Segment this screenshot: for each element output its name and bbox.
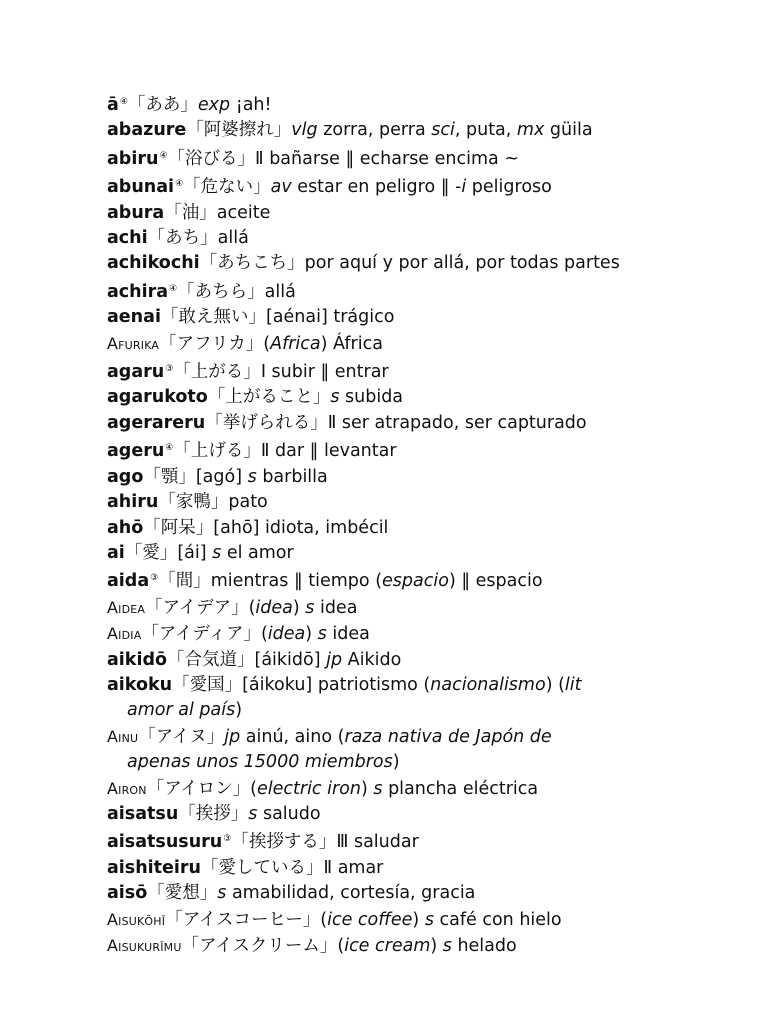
entry-definition: peligroso — [466, 177, 552, 198]
entry-label: idea — [255, 597, 293, 618]
entry-label: s — [373, 778, 383, 799]
dictionary-entry — [107, 541, 667, 566]
entry-label: raza nativa de Japón de — [344, 726, 552, 747]
entry-definition: el amor — [221, 542, 294, 563]
entry-definition: allá — [264, 281, 296, 302]
entry-definition: , puta, — [454, 120, 517, 141]
entry-headword: aisō — [107, 883, 148, 904]
entry-definition: [áikidō] — [254, 649, 327, 670]
entry-frequency-mark: ④ — [165, 443, 174, 454]
entry-definition: ) — [292, 597, 306, 618]
dictionary-entry — [107, 802, 667, 827]
dictionary-entry — [107, 776, 667, 802]
entry-headword: ageru — [107, 441, 165, 462]
entry-definition: Ⅱ dar ‖ levantar — [260, 441, 397, 462]
entry-definition: ( — [337, 936, 345, 956]
entry-label: lit — [564, 674, 582, 695]
entry-japanese: 「油」 — [164, 202, 217, 223]
entry-definition: barbilla — [256, 466, 328, 487]
entry-headword: achi — [107, 228, 148, 249]
entry-label: sci — [431, 120, 455, 141]
entry-definition: Ⅲ saludar — [336, 832, 419, 853]
entry-headword: achira — [107, 281, 169, 302]
entry-label: ice coffee — [327, 909, 413, 930]
entry-frequency-mark: ③ — [150, 573, 159, 584]
entry-frequency-mark: ③ — [223, 834, 232, 845]
entry-definition: ) África — [320, 333, 383, 354]
entry-label: idea — [267, 624, 306, 645]
entry-japanese: 「アイロン」 — [146, 778, 251, 799]
dictionary-entry — [107, 436, 667, 464]
entry-definition: Ⅰ subir ‖ entrar — [260, 362, 389, 383]
entry-label: s — [442, 936, 452, 956]
dictionary-entry — [107, 144, 667, 172]
entry-definition: ) ‖ espacio — [448, 571, 543, 592]
dictionary-entry — [107, 251, 667, 276]
entry-japanese: 「家鴨」 — [158, 492, 229, 513]
dictionary-entry — [107, 305, 667, 330]
entry-definition: aceite — [216, 202, 271, 223]
entry-headword: abura — [107, 202, 165, 223]
entry-definition: ainú, aino ( — [240, 726, 345, 747]
entry-headword: ai — [107, 542, 125, 563]
entry-headword: Airon — [107, 778, 147, 798]
entry-definition: ) — [360, 778, 374, 799]
entry-headword: Afurika — [107, 333, 160, 353]
entry-label: s — [217, 883, 227, 904]
entry-label: Africa — [270, 333, 321, 354]
entry-headword: aishiteiru — [107, 857, 202, 878]
entry-japanese: 「あちら」 — [177, 281, 265, 302]
dictionary-entry — [107, 490, 667, 515]
entry-continuation — [107, 750, 667, 775]
entry-japanese: 「愛国」 — [172, 674, 243, 695]
dictionary-entry — [107, 357, 667, 385]
entry-definition: estar en peligro ‖ — [291, 177, 456, 198]
entry-headword: aisatsusuru — [107, 832, 223, 853]
dictionary-entry — [107, 465, 667, 490]
entry-headword: Ainu — [107, 726, 139, 746]
entry-label: nacionalismo — [430, 674, 546, 695]
entry-headword: aikoku — [107, 674, 173, 695]
dictionary-entry — [107, 724, 667, 776]
entry-label: amor al país — [127, 700, 236, 721]
entry-label: s — [212, 542, 222, 563]
entry-definition: ) — [305, 624, 318, 645]
entry-japanese: 「上がること」 — [207, 387, 331, 408]
entry-japanese: 「ああ」 — [127, 95, 198, 115]
entry-definition: ) — [430, 936, 443, 956]
entry-definition: zorra, perra — [317, 120, 432, 141]
entry-japanese: 「アイスクリーム」 — [181, 936, 338, 956]
entry-japanese: 「アイヌ」 — [138, 726, 225, 747]
entry-japanese: 「挨拶する」 — [231, 832, 337, 853]
entry-definition: [agó] — [195, 466, 248, 487]
entry-japanese: 「あち」 — [147, 228, 218, 249]
entry-label: apenas unos 15000 miembros — [127, 752, 393, 773]
entry-headword: Aidia — [107, 624, 142, 644]
entry-headword: abazure — [107, 120, 187, 141]
entry-label: jp — [224, 726, 241, 747]
entry-japanese: 「アイディア」 — [141, 624, 261, 645]
entry-japanese: 「顎」 — [143, 466, 196, 487]
entry-definition: ( — [248, 597, 256, 618]
entry-japanese: 「愛している」 — [201, 857, 324, 878]
entry-japanese: 「阿呆」 — [143, 517, 214, 538]
entry-label: s — [247, 466, 257, 487]
entry-frequency-mark: ③ — [165, 364, 174, 375]
dictionary-entry — [107, 172, 667, 200]
entry-label: s — [330, 387, 340, 408]
entry-continuation — [107, 698, 667, 723]
entry-label: mx — [516, 120, 545, 141]
entry-label: vlg — [291, 120, 318, 141]
entry-headword: aikidō — [107, 649, 167, 670]
dictionary-entry — [107, 411, 667, 436]
entry-japanese: 「危ない」 — [183, 177, 271, 198]
entry-definition: ) — [392, 752, 400, 773]
entry-japanese: 「あちこち」 — [199, 253, 305, 274]
entry-japanese: 「アイスコーヒー」 — [165, 909, 321, 930]
entry-definition: ¡ah! — [230, 95, 272, 115]
dictionary-entry — [107, 933, 667, 959]
entry-label: s — [317, 624, 327, 645]
dictionary-entry — [107, 648, 667, 673]
entry-frequency-mark: ④ — [169, 283, 178, 294]
entry-definition: Ⅱ amar — [323, 857, 384, 878]
dictionary-entry — [107, 201, 667, 226]
entry-japanese: 「浴びる」 — [167, 148, 256, 169]
entry-headword: aenai — [107, 307, 161, 328]
entry-definition: pato — [228, 492, 268, 513]
entry-japanese: 「合気道」 — [167, 649, 255, 670]
dictionary-entry — [107, 277, 667, 305]
entry-definition: helado — [451, 936, 517, 956]
entry-definition: ( — [320, 909, 328, 930]
entry-frequency-mark: ④ — [175, 179, 184, 190]
entry-label: exp — [197, 95, 231, 115]
entry-definition: Ⅱ ser atrapado, ser capturado — [327, 412, 587, 433]
entry-label: jp — [326, 649, 343, 670]
entry-headword: aisatsu — [107, 803, 179, 824]
entry-headword: ahiru — [107, 492, 159, 513]
entry-definition: ( — [250, 778, 257, 799]
dictionary-entry — [107, 673, 667, 724]
entry-list — [107, 90, 667, 959]
dictionary-entry — [107, 331, 667, 357]
entry-definition: ) — [235, 700, 243, 721]
entry-label: ice cream — [344, 936, 431, 956]
entry-headword: aida — [107, 571, 150, 592]
entry-label: electric iron — [257, 778, 361, 799]
entry-definition: café con hielo — [433, 909, 562, 930]
entry-headword: ahō — [107, 517, 144, 538]
entry-label: av — [270, 177, 292, 198]
dictionary-entry — [107, 907, 667, 933]
entry-definition: ( — [263, 333, 271, 354]
dictionary-entry — [107, 385, 667, 410]
entry-definition: [áikoku] patriotismo ( — [242, 674, 431, 695]
entry-definition: [ái] — [177, 542, 213, 563]
entry-definition: Aikido — [342, 649, 402, 670]
entry-japanese: 「愛想」 — [147, 883, 218, 904]
dictionary-entry — [107, 90, 667, 118]
entry-definition: Ⅱ bañarse ‖ echarse encima ~ — [255, 148, 519, 169]
entry-label: s — [248, 803, 258, 824]
entry-headword: Aisukurīmu — [107, 936, 182, 955]
dictionary-entry — [107, 595, 667, 621]
entry-frequency-mark: ④ — [159, 150, 168, 161]
entry-headword: Aisukōhī — [107, 909, 166, 929]
entry-definition: idea — [326, 624, 370, 645]
entry-definition: [ahō] idiota, imbécil — [213, 517, 389, 538]
dictionary-entry — [107, 881, 667, 906]
entry-definition: allá — [217, 228, 249, 249]
entry-definition: plancha eléctrica — [382, 778, 539, 799]
entry-japanese: 「愛」 — [124, 542, 178, 563]
entry-definition: güila — [544, 120, 593, 141]
entry-definition: idea — [314, 597, 358, 618]
entry-headword: agerareru — [107, 412, 206, 433]
entry-label: s — [424, 909, 434, 930]
entry-label: s — [305, 597, 315, 618]
entry-definition: por aquí y por allá, por todas partes — [304, 253, 620, 274]
entry-japanese: 「阿婆擦れ」 — [186, 120, 292, 141]
entry-definition: amabilidad, cortesía, gracia — [226, 883, 476, 904]
entry-headword: abunai — [107, 177, 175, 198]
entry-headword: ago — [107, 466, 144, 487]
dictionary-entry — [107, 516, 667, 541]
entry-japanese: 「アイデア」 — [145, 597, 249, 618]
entry-japanese: 「上げる」 — [173, 441, 261, 462]
entry-label: -i — [455, 177, 467, 198]
entry-headword: abiru — [107, 148, 159, 169]
entry-definition: saludo — [257, 803, 321, 824]
entry-japanese: 「挙げられる」 — [205, 412, 328, 433]
entry-japanese: 「挨拶」 — [178, 803, 249, 824]
entry-label: espacio — [382, 571, 449, 592]
dictionary-entry — [107, 827, 667, 855]
entry-japanese: 「敢え無い」 — [160, 307, 266, 328]
entry-definition: ) ( — [545, 674, 565, 695]
dictionary-entry — [107, 621, 667, 647]
dictionary-entry — [107, 118, 667, 143]
entry-headword: agarukoto — [107, 387, 208, 408]
entry-definition: subida — [339, 387, 404, 408]
entry-headword: Aidea — [107, 597, 146, 617]
dictionary-entry — [107, 226, 667, 251]
dictionary-entry — [107, 566, 667, 594]
entry-definition: mientras ‖ tiempo ( — [210, 571, 383, 592]
entry-japanese: 「間」 — [158, 571, 211, 592]
entry-japanese: 「上がる」 — [173, 362, 261, 383]
dictionary-entry — [107, 856, 667, 881]
entry-japanese: 「アフリカ」 — [159, 333, 264, 354]
entry-definition: [aénai] trágico — [265, 307, 395, 328]
entry-definition: ( — [260, 624, 268, 645]
entry-headword: ā — [107, 95, 119, 115]
entry-frequency-mark: ④ — [119, 97, 128, 107]
entry-headword: achikochi — [107, 253, 200, 274]
entry-definition: ) — [412, 909, 425, 930]
entry-headword: agaru — [107, 362, 165, 383]
